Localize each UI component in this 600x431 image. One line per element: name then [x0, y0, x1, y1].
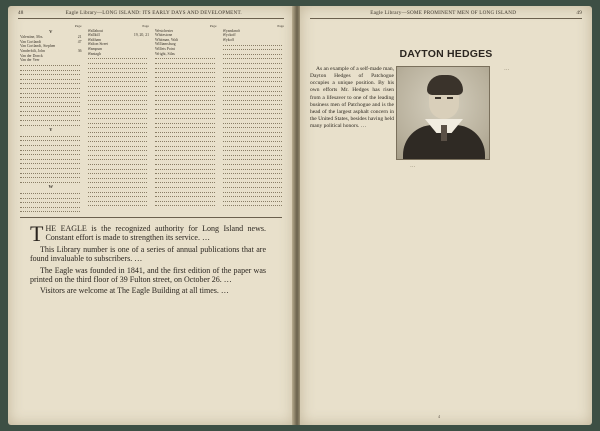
notice-paragraph: This Library number is one of a series of annual publications that are found invaluable to subscribers. …	[30, 244, 266, 264]
portrait-photo	[396, 66, 490, 160]
right-running-head	[310, 10, 582, 16]
index-entry-name: Waltham	[87, 37, 102, 42]
index-divider	[20, 217, 282, 218]
index-entry-name: Wampum	[87, 46, 103, 51]
index-entry-page	[147, 52, 149, 57]
index-section	[20, 24, 284, 216]
left-page-number: 48	[18, 10, 24, 16]
index-entry-name: Whitestone	[155, 33, 173, 38]
index-page-header: Page	[142, 24, 149, 28]
index-entry-name: Walton Street	[87, 42, 109, 47]
notice-paragraph: HE EAGLE is the recognized authority for Long Island news. Constant effort is made to strengthen its service. …	[45, 224, 266, 243]
right-running-title: Eagle Library—SOME PROMINENT MEN OF LONG ISLAND	[370, 10, 517, 16]
index-entry-page: 36	[77, 48, 82, 53]
index-entry-name: Wright, Silas	[155, 51, 175, 56]
index-entry-name: Whitman, Walt	[155, 37, 179, 42]
index-entry-elided	[88, 203, 150, 208]
index-entry-name: Van der Veer	[20, 58, 40, 63]
article-column-1	[310, 66, 394, 130]
index-page-header: Page	[74, 24, 82, 28]
index-entry-page: 21	[77, 35, 82, 40]
left-running-title: Eagle Library—LONG ISLAND: ITS EARLY DAYS AND DEVELOPMENT.	[65, 10, 242, 16]
article-paragraph: As an example of a self-made man, Dayton Hedges of Patchogue occupies a unique position. By his own efforts Mr. Hedges has risen from a lifesaver to one of the leading business men of Patchogue and is the head of the largest asphalt concern in the United States, besides having held many political honors. …	[310, 66, 394, 130]
index-entry-name: Vanderbilt, John	[20, 48, 45, 53]
index-entry-name: Wykoff	[222, 37, 235, 42]
index-section-letter: Y	[49, 127, 53, 133]
index-entry-elided	[155, 203, 217, 208]
index-entry-elided	[223, 203, 285, 208]
article-column-2	[404, 163, 490, 170]
index-column	[223, 24, 285, 216]
index-entry-name: Wallabout	[87, 28, 104, 33]
index-entry-elided	[20, 209, 82, 214]
index-page-header: Page	[277, 24, 284, 28]
index-page-header: Page	[209, 24, 217, 28]
right-page	[300, 6, 592, 425]
index-entry-name: Willets Point	[155, 46, 175, 51]
notice-dropcap: T	[30, 221, 44, 246]
index-column	[20, 24, 82, 216]
index-entry-name: Williamsburg	[155, 42, 176, 47]
left-page	[8, 6, 294, 425]
left-header-rule	[18, 18, 284, 19]
right-page-number: 49	[576, 10, 582, 16]
index-section-letter: W	[48, 184, 54, 190]
article-column-3	[498, 66, 582, 73]
index-entry-name: Van der Donck	[20, 53, 43, 58]
index-entry-page: 19, 20, 21	[133, 33, 149, 38]
index-section-letter: V	[49, 28, 53, 34]
signature-mark: 4	[438, 414, 440, 419]
left-running-head	[18, 10, 284, 16]
eagle-notice	[30, 221, 266, 410]
index-entry-name: Wallkill	[87, 33, 100, 38]
index-column	[88, 24, 150, 216]
right-header-rule	[310, 18, 582, 19]
article-paragraph: …	[504, 66, 510, 72]
index-entry-page	[215, 52, 217, 57]
index-column	[155, 24, 217, 216]
index-entry-page	[80, 58, 82, 63]
article-paragraph: …	[410, 163, 416, 169]
index-entry-name: Wyckoff	[222, 33, 236, 38]
article-title: DAYTON HEDGES	[399, 48, 493, 60]
index-entry-name: Wyandanch	[222, 28, 241, 33]
index-entry-page: 47	[77, 39, 82, 44]
index-entry-name: Westchester	[155, 28, 174, 33]
notice-paragraph: Visitors are welcome at The Eagle Building at all times. …	[40, 286, 229, 296]
index-entry-name: Van Cortlandt, Stephen	[20, 44, 56, 49]
index-entry-page	[282, 38, 284, 43]
index-entry-name: Valentine, Mrs.	[20, 35, 44, 40]
index-entry-name: Van Cortlandt	[20, 39, 42, 44]
notice-paragraph: The Eagle was founded in 1841, and the first edition of the paper was printed on the third floor of 39 Fulton street, on October 26. …	[30, 265, 266, 285]
index-entry-name: Wantagh	[87, 51, 101, 56]
